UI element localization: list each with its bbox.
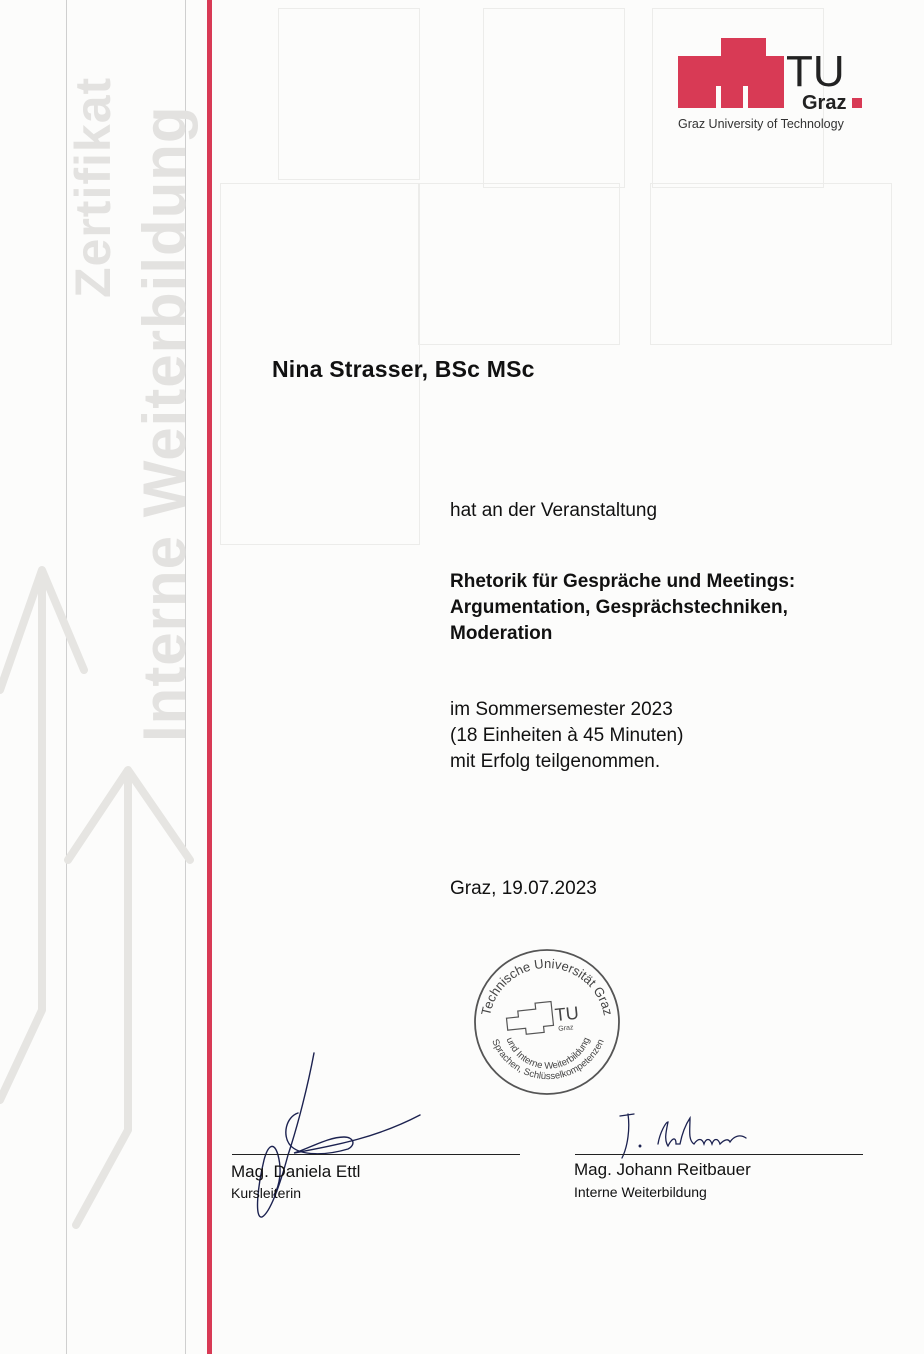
course-line: Rhetorik für Gespräche und Meetings: bbox=[450, 571, 796, 592]
details-line: im Sommersemester 2023 bbox=[450, 699, 673, 720]
watermark-subtitle: Interne Weiterbildung bbox=[131, 105, 198, 742]
course-line: Argumentation, Gesprächstechniken, bbox=[450, 597, 788, 618]
logo-tagline: Graz University of Technology bbox=[678, 117, 844, 131]
watermark-band bbox=[0, 0, 210, 1354]
recipient-name: Nina Strasser, BSc MSc bbox=[272, 356, 535, 382]
signature-reitbauer-icon bbox=[610, 1108, 790, 1168]
signatory-role: Interne Weiterbildung bbox=[574, 1184, 707, 1200]
signature-line bbox=[232, 1154, 520, 1155]
details-line: mit Erfolg teilgenommen. bbox=[450, 751, 661, 772]
svg-text:Sprachen, Schlüsselkompetenzen: Sprachen, Schlüsselkompetenzen bbox=[489, 1037, 607, 1083]
svg-text:TU: TU bbox=[553, 1002, 580, 1026]
intro-text: hat an der Veranstaltung bbox=[450, 500, 658, 521]
svg-text:Technische Universität Graz: Technische Universität Graz bbox=[478, 955, 616, 1017]
background-square bbox=[483, 8, 625, 188]
details-line: (18 Einheiten à 45 Minuten) bbox=[450, 725, 684, 746]
svg-text:TU: TU bbox=[786, 47, 845, 96]
svg-text:Graz: Graz bbox=[802, 92, 847, 114]
background-square bbox=[278, 8, 420, 180]
svg-text:und Interne Weiterbildung: und Interne Weiterbildung bbox=[503, 1035, 593, 1072]
background-square bbox=[418, 183, 620, 345]
tu-graz-mark-icon bbox=[678, 38, 868, 118]
official-stamp-icon bbox=[467, 942, 627, 1102]
course-details bbox=[450, 697, 683, 775]
signatory-name: Mag. Daniela Ettl bbox=[231, 1162, 361, 1181]
signatory-name: Mag. Johann Reitbauer bbox=[574, 1160, 751, 1179]
signature-line bbox=[575, 1154, 863, 1155]
red-vertical-rule bbox=[207, 0, 212, 1354]
svg-text:Graz: Graz bbox=[557, 1024, 574, 1033]
place-date: Graz, 19.07.2023 bbox=[450, 878, 597, 899]
watermark-title: Zertifikat bbox=[65, 76, 121, 298]
course-title bbox=[450, 569, 795, 647]
course-line: Moderation bbox=[450, 623, 553, 644]
signatory-role: Kursleiterin bbox=[231, 1185, 302, 1201]
background-square bbox=[650, 183, 892, 345]
